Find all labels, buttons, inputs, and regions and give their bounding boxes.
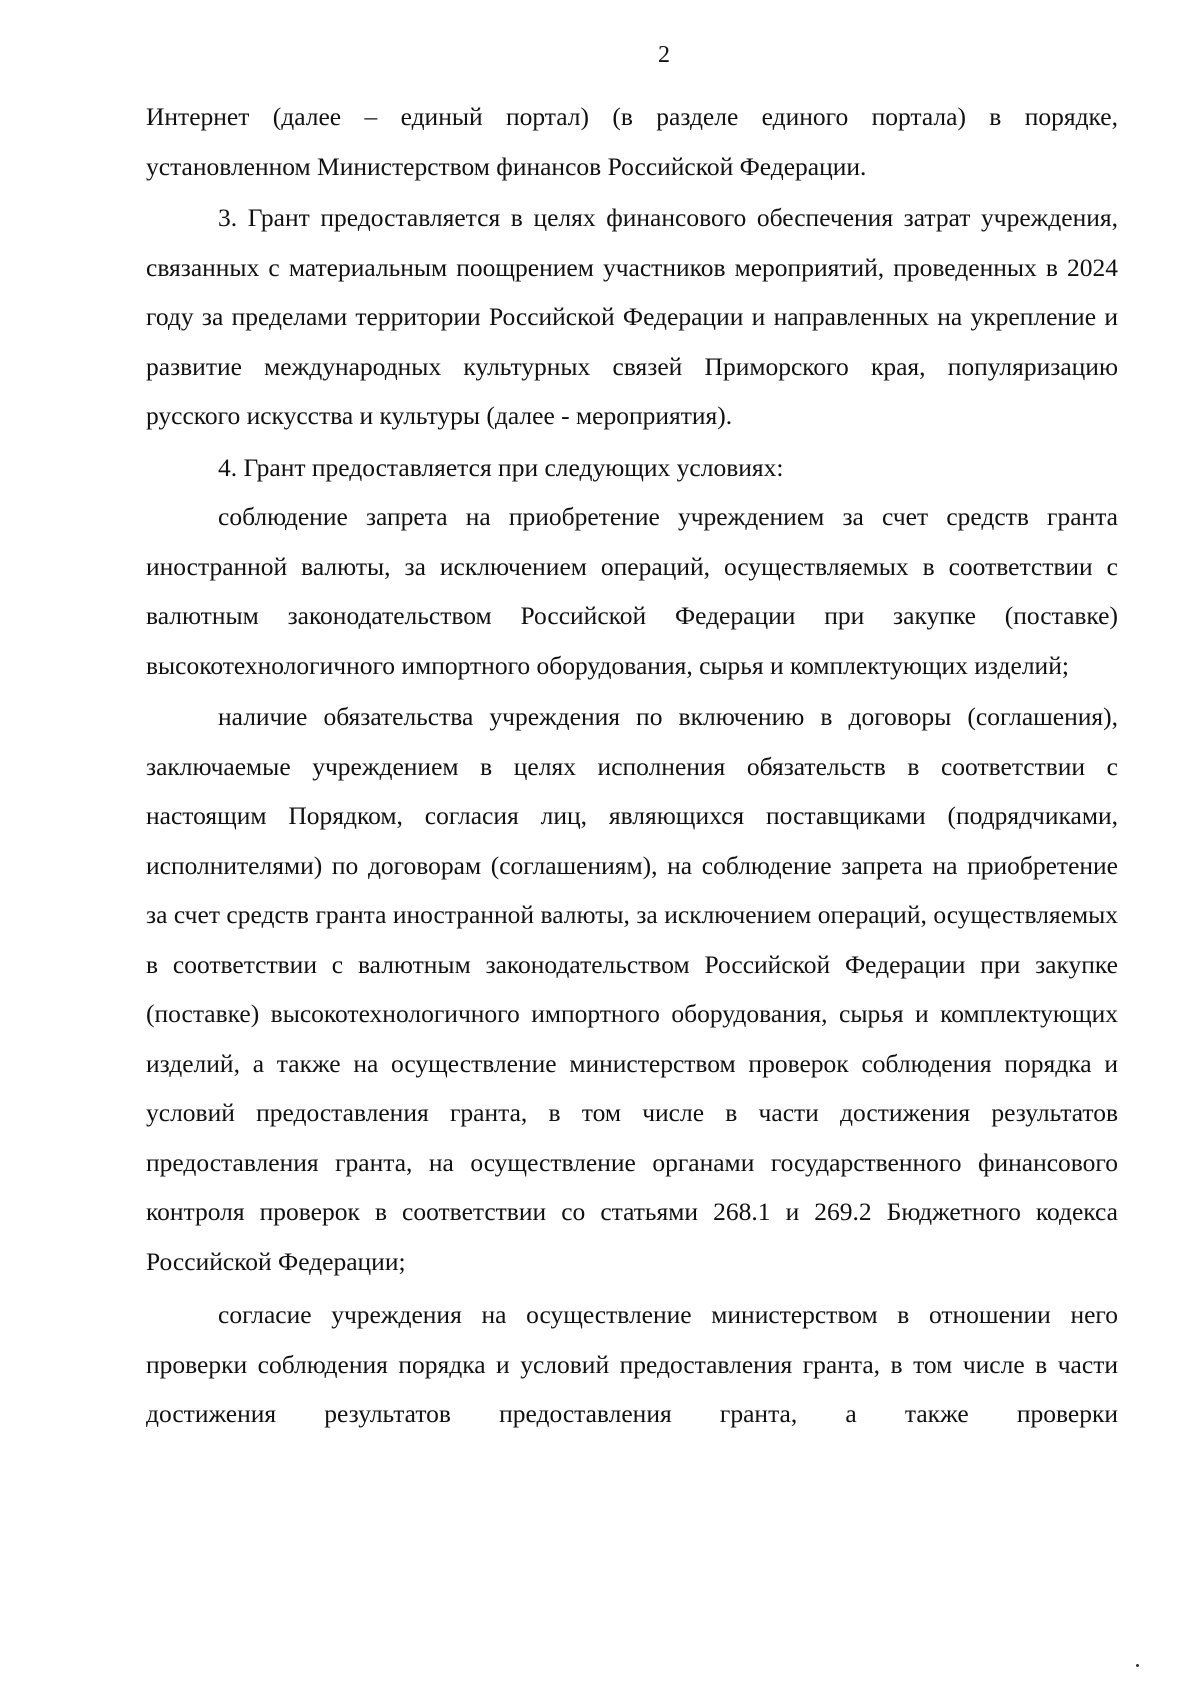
document-body xyxy=(146,92,1118,1439)
paragraph-inspection-consent: согласие учреждения на осуществление министерством в отношении него проверки соблюдения порядка и условий предоставления гранта, в том числе в части достижения результатов предоставления гранта, а также проверки xyxy=(146,1300,1118,1428)
paragraph-contract-obligation: наличие обязательства учреждения по включению в договоры (соглашения), заключаемые учреждением в целях исполнения обязательств в соответствии с настоящим Порядком, согласия лиц, являющихся поставщиками (подрядчиками, исполнителями) по договорам (соглашениям), на соблюдение запрета на приобретение за счет средств гранта иностранной валюты, за исключением операций, осуществляемых в соответствии с валютным законодательством Российской Федерации при закупке (поставке) высокотехнологичного импортного оборудования, сырья и комплектующих изделий, а также на осуществление министерством проверок соблюдения порядка и условий предоставления гранта, в том числе в части достижения результатов предоставления гранта, на осуществление органами государственного финансового контроля проверок в соответствии со статьями 268.1 и 269.2 Бюджетного кодекса Российской Федерации; xyxy=(146,702,1118,1276)
paragraph-currency-ban: соблюдение запрета на приобретение учреждением за счет средств гранта иностранной валюты, за исключением операций, осуществляемых в соответствии с валютным законодательством Российской Федерации при закупке (поставке) высокотехнологичного импортного оборудования, сырья и комплектующих изделий; xyxy=(146,502,1118,680)
page-number: 2 xyxy=(658,42,670,68)
scan-mark xyxy=(1136,1664,1139,1667)
paragraph-grant-purpose: 3. Грант предоставляется в целях финансового обеспечения затрат учреждения, связанных с материальным поощрением участников мероприятий, проведенных в 2024 году за пределами территории Российской Федерации и направленных на укрепление и развитие международных культурных связей Приморского края, популяризацию русского искусства и культуры (далее - мероприятия). xyxy=(146,203,1118,430)
paragraph-grant-conditions-heading: 4. Грант предоставляется при следующих условиях: xyxy=(218,452,784,482)
paragraph-portal-continuation: Интернет (далее – единый портал) (в разделе единого портала) в порядке, установленном Министерством финансов Российской Федерации. xyxy=(146,102,1118,181)
